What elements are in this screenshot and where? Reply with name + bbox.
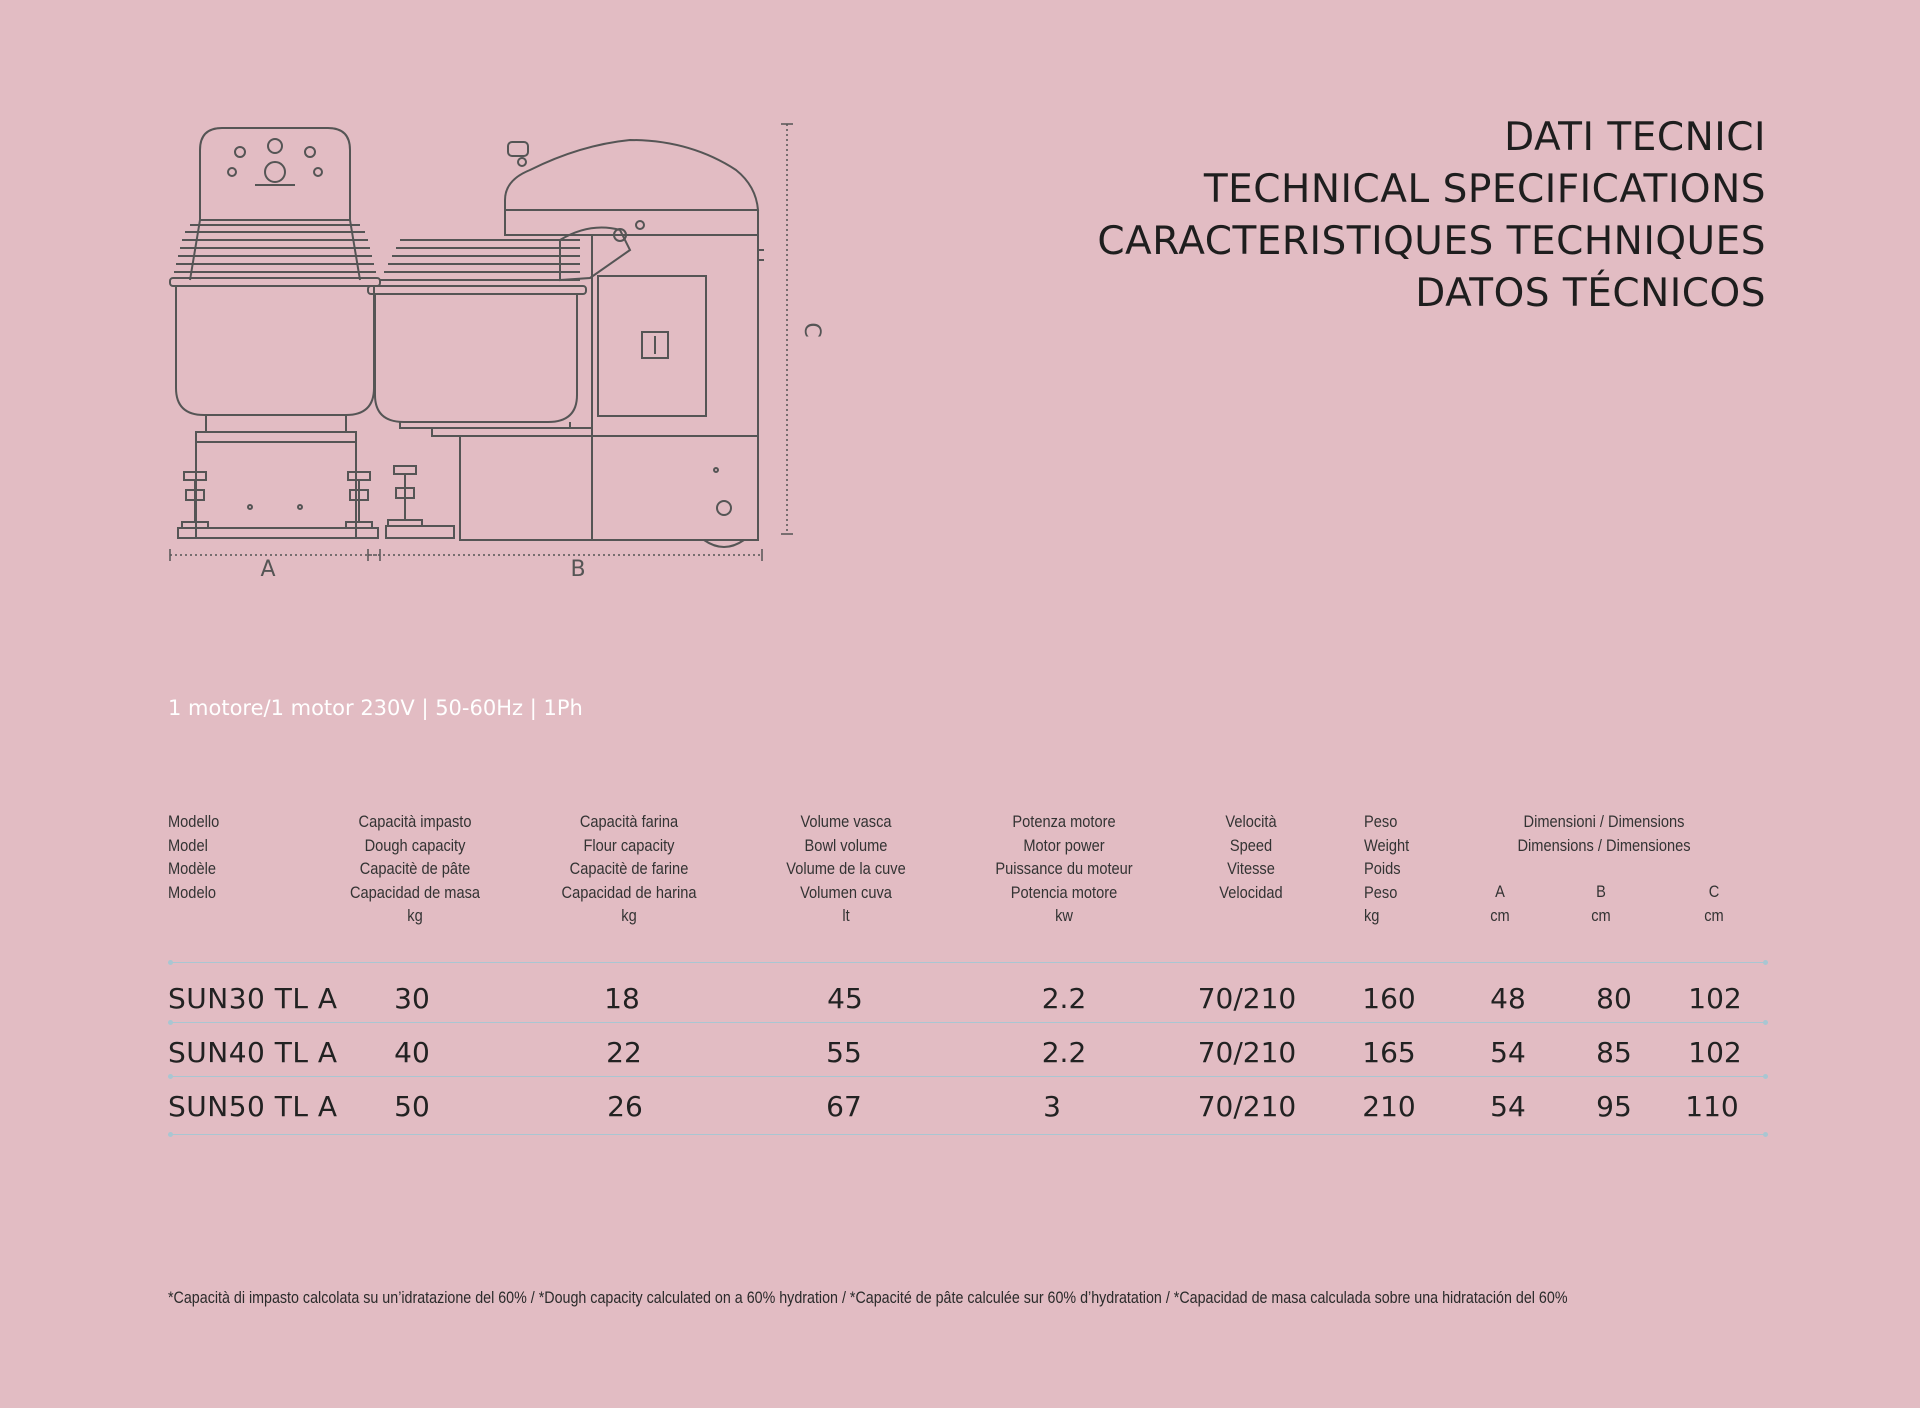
table-row <box>168 1078 1768 1132</box>
cell-flour: 18 <box>604 982 640 1015</box>
cell-bowl: 67 <box>826 1090 862 1123</box>
cell-dim-a: 48 <box>1490 982 1526 1015</box>
page-title <box>1097 112 1766 320</box>
dimension-c-label: C <box>799 322 824 338</box>
header-motor-power: Potenza motore Motor power Puissance du moteur Potencia motore kw <box>995 812 1133 925</box>
cell-power: 3 <box>1043 1090 1061 1123</box>
cell-dim-b: 95 <box>1596 1090 1632 1123</box>
cell-speed: 70/210 <box>1197 1090 1297 1123</box>
header-flour-capacity: Capacità farina Flour capacity Capacitè de farine Capacidad de harina kg <box>561 812 697 925</box>
header-dim-a: A cm <box>1490 882 1510 925</box>
cell-dim-c: 102 <box>1688 982 1742 1015</box>
title-line-french: CARACTERISTIQUES TECHNIQUES <box>1097 219 1766 264</box>
cell-dim-a: 54 <box>1490 1090 1526 1123</box>
table-row <box>168 1024 1768 1078</box>
dimension-a-label: A <box>260 557 276 582</box>
header-bowl-volume: Volume vasca Bowl volume Volume de la cuve Volumen cuva lt <box>786 812 906 925</box>
cell-dough: 50 <box>394 1090 430 1123</box>
header-dough-capacity: Capacità impasto Dough capacity Capacitè de pâte Capacidad de masa kg <box>349 812 481 925</box>
cell-speed: 70/210 <box>1197 982 1297 1015</box>
cell-speed: 70/210 <box>1197 1036 1297 1069</box>
header-dim-c: C cm <box>1704 882 1724 925</box>
cell-power: 2.2 <box>1041 982 1087 1015</box>
footnote: *Capacità di impasto calcolata su un’idratazione del 60% / *Dough capacity calculated on a 60% hydration / *Capacité de pâte calculée sur 60% d’hydratation / *Capacidad de masa calculada sobre una hidratación del 60% <box>168 1288 1568 1307</box>
front-view-drawing <box>170 128 380 538</box>
cell-bowl: 45 <box>827 982 863 1015</box>
header-dim-b: B cm <box>1591 882 1611 925</box>
cell-dim-c: 110 <box>1685 1090 1739 1123</box>
cell-dough: 30 <box>394 982 430 1015</box>
header-weight: Peso Weight Poids Peso kg <box>1364 812 1410 925</box>
cell-model: SUN30 TL A <box>168 982 338 1015</box>
header-speed: Velocità Speed Vitesse Velocidad <box>1219 812 1283 902</box>
cell-weight: 210 <box>1362 1090 1416 1123</box>
title-line-spanish: DATOS TÉCNICOS <box>1415 271 1766 316</box>
row-separator <box>168 962 1768 963</box>
header-model: Modello Model Modèle Modelo <box>168 812 220 902</box>
row-separator <box>168 1134 1768 1135</box>
dimension-b-label: B <box>570 557 586 582</box>
cell-weight: 160 <box>1362 982 1416 1015</box>
table-row <box>168 970 1768 1024</box>
cell-dim-c: 102 <box>1688 1036 1742 1069</box>
title-line-italian: DATI TECNICI <box>1504 115 1766 160</box>
cell-weight: 165 <box>1362 1036 1416 1069</box>
row-separator <box>168 1022 1768 1023</box>
cell-flour: 22 <box>606 1036 642 1069</box>
title-line-english: TECHNICAL SPECIFICATIONS <box>1203 167 1766 212</box>
spec-table <box>168 810 1768 1150</box>
side-view-drawing <box>368 140 764 547</box>
motor-note: 1 motore/1 motor 230V | 50-60Hz | 1Ph <box>168 696 583 720</box>
mixer-drawings <box>160 110 840 590</box>
header-dimensions: Dimensioni / Dimensions Dimensions / Dimensiones <box>1517 812 1691 855</box>
row-separator <box>168 1076 1768 1077</box>
cell-model: SUN40 TL A <box>168 1036 338 1069</box>
cell-dim-a: 54 <box>1490 1036 1526 1069</box>
cell-model: SUN50 TL A <box>168 1090 338 1123</box>
mixer-line-drawing <box>160 110 840 590</box>
cell-power: 2.2 <box>1041 1036 1087 1069</box>
cell-flour: 26 <box>607 1090 643 1123</box>
cell-dim-b: 80 <box>1596 982 1632 1015</box>
cell-dim-b: 85 <box>1596 1036 1632 1069</box>
cell-dough: 40 <box>394 1036 430 1069</box>
cell-bowl: 55 <box>826 1036 862 1069</box>
